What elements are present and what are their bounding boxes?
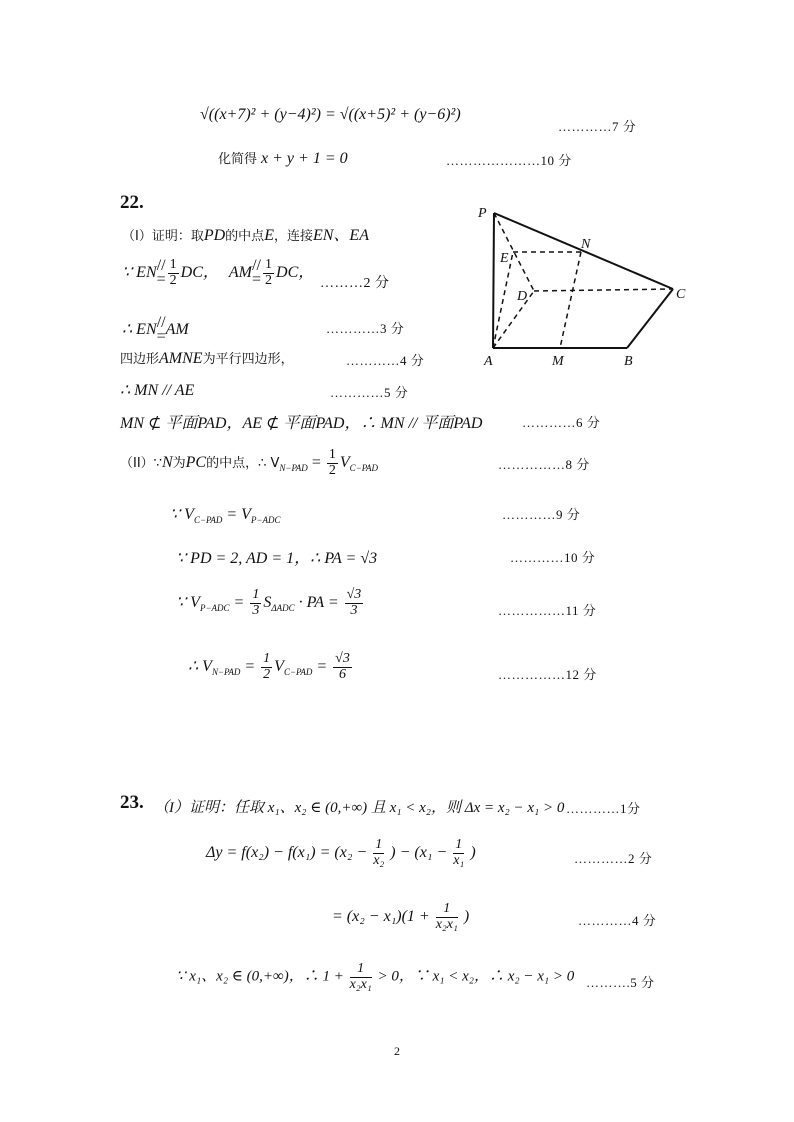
q22-solid-figure [470, 200, 700, 375]
page-number: 2 [394, 1044, 400, 1058]
q22-line12-score: ……………12 分 [498, 667, 597, 682]
q22-line4-score: …………5 分 [330, 385, 409, 400]
label-N: N [581, 237, 591, 252]
label-M: M [552, 354, 564, 369]
q21-simplify-line [218, 148, 348, 168]
q22-intro-d: E [264, 227, 274, 244]
label-P: P [478, 206, 487, 221]
q22-intro-e: ，连接 [273, 229, 313, 244]
q22-line1-en: ∵ EN [122, 263, 157, 281]
q22-line10-score: …………10 分 [510, 550, 596, 565]
q23-line4-score: ……….5 分 [586, 975, 655, 990]
label-B: B [624, 354, 633, 369]
q22-line1-par: // = [156, 256, 166, 289]
q22-line4: ∴ MN // AE [120, 382, 195, 399]
q22-part1-intro [122, 222, 369, 245]
q23-line2: Δy = f(x₂) − f(x₁) = (x₂ − $\frac{1}{\text{x₂}}$ ) − (x₁ − $\frac{1}{\text{x₁}}$ ) [206, 837, 476, 868]
q22-line2-score: …………3 分 [326, 321, 405, 336]
q23-line1: （I）证明：任取 x₁、x₂ ∈ (0,+∞) 且 x₁ < x₂，则 Δx = x₂ − x₁ > 0 [154, 800, 565, 816]
q22-intro-b: PD [203, 227, 226, 244]
q22-line1: ∵ EN // = $\frac{1}{2}$ DC， AM // = $\frac{1}{2}$ DC， [122, 256, 315, 289]
q22-line1-score: ………2 分 [320, 276, 390, 291]
q22-line3: 四边形AMNE为平行四边形， [120, 350, 294, 367]
q22-line5: MN ⊄ 平面PAD，AE ⊄ 平面PAD，∴ MN // 平面PAD [120, 415, 483, 432]
q22-line1-am: AM [228, 263, 252, 281]
q22-part2-score: ……………8 分 [498, 457, 590, 472]
q23-line4: ∵ x₁、x₂ ∈ (0,+∞)，∴ 1 + $\frac{1}{\text{x₂x₁}}$ > 0，∵ x₁ < x₂，∴ x₂ − x₁ > 0 [176, 961, 575, 992]
label-E: E [500, 251, 509, 266]
edge-DC [534, 289, 673, 291]
label-C: C [676, 287, 686, 302]
q22-intro-f: EN、EA [312, 227, 369, 244]
label-A: A [484, 354, 493, 369]
label-D: D [517, 289, 528, 304]
q22-line11-score: ……………11 分 [498, 603, 597, 618]
q22-line1-dc2: DC， [276, 263, 315, 281]
q23-line3: = (x₂ − x₁)(1 + $\frac{1}{\text{x₂x₁}}$ ) [332, 901, 470, 932]
edge-PA [493, 213, 494, 348]
q22-line1-frac: $\frac{1}{2}$ [169, 257, 177, 288]
q22-intro-a: （I）证明：取 [122, 229, 204, 244]
q23-number: 23. [120, 792, 144, 813]
q21-simplify-text: 化简得 [218, 152, 258, 167]
q22-intro-c: 的中点 [225, 229, 265, 244]
q22-line3-score: …………4 分 [346, 353, 425, 368]
q22-line9: ∵ $V_{C-PAD} = V_{P-ADC}$ [170, 506, 281, 525]
q22-line2-am: AM [165, 321, 189, 339]
edge-BC [627, 289, 673, 348]
q22-line5-score: …………6 分 [522, 415, 601, 430]
q23-line2-score: …………2 分 [574, 851, 653, 866]
q22-line2: ∴ EN // = AM [122, 314, 189, 346]
q22-part2-line: （II）∵N为PC的中点，∴ $V_{N-PAD}$ = $\frac{1}{2}$ $V_{C-PAD}$ [120, 447, 379, 478]
q21-equation-score: …………7 分 [558, 119, 637, 134]
q22-line1-dc: DC， [180, 263, 219, 281]
q22-line11: ∵ $V_{P-ADC}$ = $\frac{1}{3}$ $S_{\Delta ADC}$ · PA = $\frac{√3}{3}$ [176, 587, 362, 618]
q21-simplify-score: …………………10 分 [446, 153, 572, 168]
q22-number: 22. [120, 192, 144, 213]
q22-line10: ∵ PD = 2, AD = 1，∴ PA = √3 [176, 550, 378, 567]
q21-equation: √((x+7)² + (y−4)²) = √((x+5)² + (y−6)²) [200, 106, 461, 123]
segment-EA [493, 252, 513, 348]
q22-line12: ∴ $V_{N-PAD}$ = $\frac{1}{2}$ $V_{C-PAD}$ = $\frac{√3}{6}$ [188, 651, 350, 682]
q22-line2-en: ∴ EN [122, 321, 157, 339]
pyramid-diagram [470, 200, 700, 375]
q21-simplify-eq: x + y + 1 = 0 [261, 150, 348, 167]
segment-NM [560, 252, 581, 348]
q22-line9-score: …………9 分 [502, 507, 581, 522]
q23-line3-score: …………4 分 [578, 913, 657, 928]
q23-line1-score: …………1分 [566, 801, 641, 816]
q22-line1-frac2: $\frac{1}{2}$ [265, 257, 273, 288]
